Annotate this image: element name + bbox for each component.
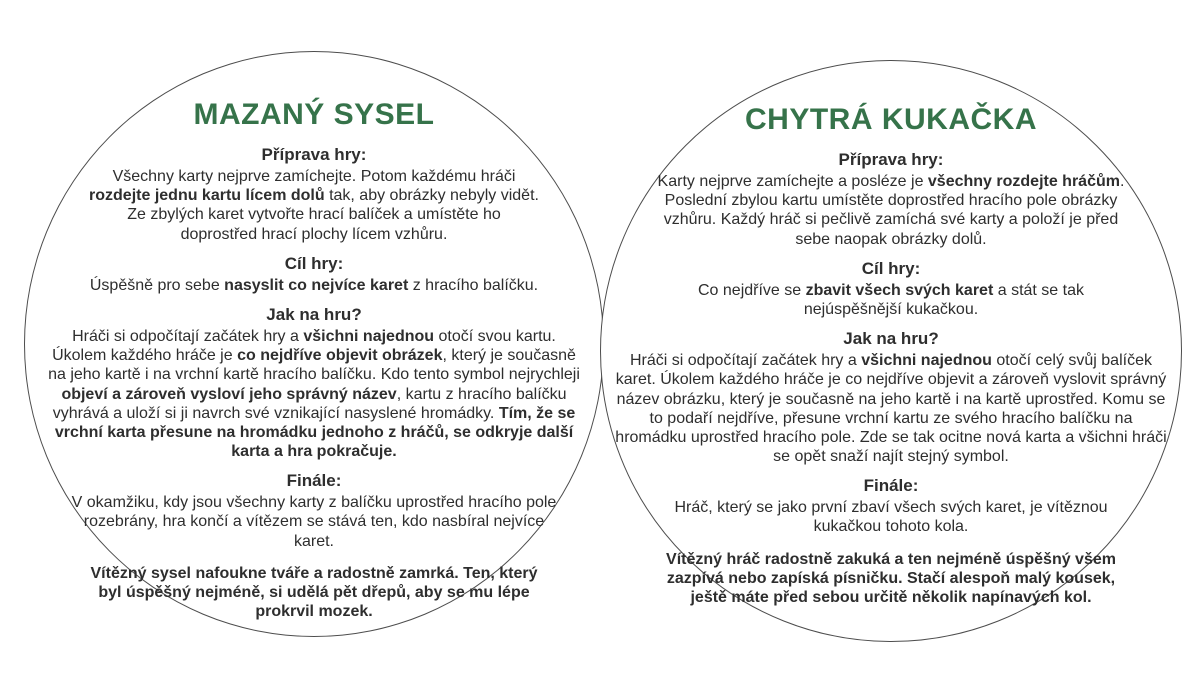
game-card-chytra-kukacka — [600, 60, 1182, 642]
section-paragraph: V okamžiku, kdy jsou všechny karty z balíčku uprostřed hracího pole rozebrány, hra končí a vítězem se stává ten, kdo nasbíral nejvíce karet. — [71, 494, 557, 550]
section-heading: Finále: — [863, 476, 919, 496]
section-cil-hry — [90, 254, 538, 295]
section-paragraph: Hráči si odpočítají začátek hry a všichni najednou otočí celý svůj balíček karet. Úkolem každého hráče je co nejdříve objevit a zároveň vyslovit správný název obrázku, který je současně na jeho kartě i na kartě uprostřed. Komu se to podaří nejdříve, přesune vrchní kartu ze svého hracího balíčku na hromádku uprostřed hracího pole. Zde se tak ocitne nová karta a všichni hráči se opět snaží najít stejný symbol. — [615, 352, 1167, 466]
section-paragraph: Karty nejprve zamíchejte a posléze je všechny rozdejte hráčům. Poslední zbylou kartu umístěte doprostřed hracího pole obrázky vzhůru. Každý hráč si pečlivě zamíchá své karty a položí je před sebe naopak obrázky dolů. — [657, 173, 1125, 248]
section-heading: Příprava hry: — [838, 150, 944, 169]
section-paragraph: Co nejdříve se zbavit všech svých karet a stát se tak nejúspěšnější kukačkou. — [698, 281, 1084, 318]
card-title: MAZANÝ SYSEL — [193, 98, 435, 131]
section-heading: Cíl hry: — [861, 258, 921, 278]
section-jak-na-hru — [44, 305, 584, 461]
section-paragraph: Hráči si odpočítají začátek hry a všichni najednou otočí svou kartu. Úkolem každého hráče je co nejdříve objevit obrázek, který je současně na jeho kartě i na vrchní kartě hracího balíčku. Kdo tento symbol nejrychleji objeví a zároveň vysloví jeho správný název, kartu z hracího balíčku vyhrává a uloží si ji navrch své vznikající nasyslené hromádky. Tím, že se vrchní karta přesune na hromádku jednoho z hráčů, se odkryje další karta a hra pokračuje. — [48, 327, 580, 461]
section-finale — [70, 471, 558, 551]
section-jak-na-hru — [613, 329, 1169, 466]
game-card-mazany-sysel — [24, 51, 604, 637]
section-heading: Jak na hru? — [266, 304, 362, 324]
section-heading: Finále: — [286, 471, 342, 491]
section-priprava-hry — [88, 145, 540, 244]
card-footer: Vítězný hráč radostně zakuká a ten nejméně úspěšný všem zazpívá nebo zapíská písničku. Stačí alespoň malý kousek, ještě máte před sebou určitě několik napínavých kol. — [666, 550, 1116, 606]
section-finale — [666, 476, 1116, 536]
section-priprava-hry — [652, 150, 1130, 249]
section-heading: Cíl hry: — [284, 253, 344, 273]
section-heading: Jak na hru? — [843, 329, 939, 349]
section-cil-hry — [665, 259, 1117, 319]
section-paragraph: Všechny karty nejprve zamíchejte. Potom každému hráči rozdejte jednu kartu lícem dolů tak, aby obrázky nebyly vidět. Ze zbylých karet vytvořte hrací balíček a umístěte ho doprostřed hrací plochy lícem vzhůru. — [89, 168, 539, 243]
section-paragraph: Hráč, který se jako první zbaví všech svých karet, je vítěznou kukačkou tohoto kola. — [674, 499, 1108, 536]
section-paragraph: Úspěšně pro sebe nasyslit co nejvíce karet z hracího balíčku. — [89, 276, 539, 294]
card-title: CHYTRÁ KUKAČKA — [745, 103, 1037, 136]
section-heading: Příprava hry: — [261, 145, 367, 164]
card-footer: Vítězný sysel nafoukne tváře a radostně zamrká. Ten, který byl úspěšný nejméně, si udělá pět dřepů, aby se mu lépe prokrvil mozek. — [90, 564, 538, 621]
